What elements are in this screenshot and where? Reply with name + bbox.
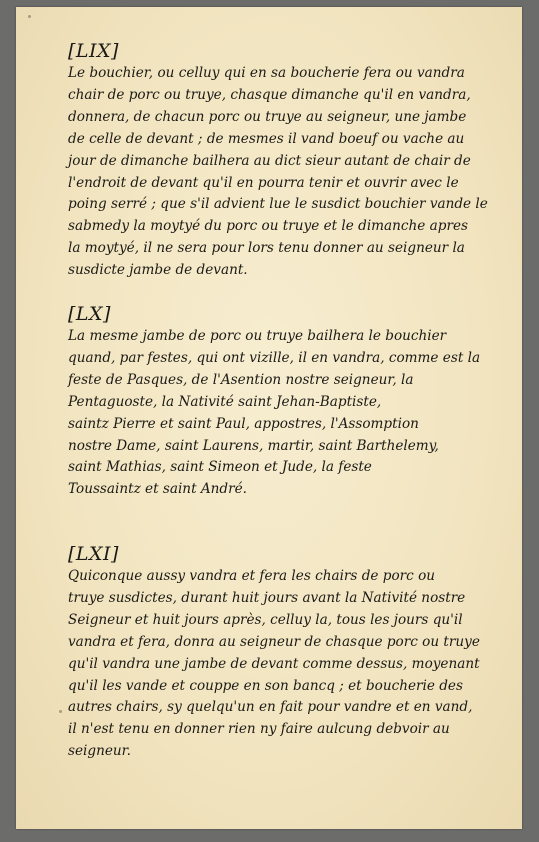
article-lxi — [68, 543, 480, 763]
text-line: vandra et fera, donra au seigneur de chasque porc ou truye — [68, 633, 480, 650]
text-line: de celle de devant ; de mesmes il vand boeuf ou vache au — [68, 130, 465, 147]
text-line: Seigneur et huit jours après, celluy la, tous les jours qu'il — [68, 611, 463, 628]
text-line: donnera, de chacun porc ou truye au seigneur, une jambe — [68, 108, 467, 125]
text-line: sabmedy la moytyé du porc ou truye et le dimanche apres — [68, 218, 468, 235]
text-line: quand, par festes, qui ont vizille, il en vandra, comme est la — [68, 349, 481, 366]
text-line: poing serré ; que s'il advient lue le susdict bouchier vande le — [68, 196, 488, 213]
text-line: qu'il les vande et couppe en son bancq ; et boucherie des — [68, 677, 463, 694]
text-line: nostre Dame, saint Laurens, martir, saint Barthelemy, — [68, 437, 439, 454]
text-line: Toussaintz et saint André. — [68, 481, 247, 498]
text-line: Le bouchier, ou celluy qui en sa boucherie fera ou vandra — [68, 65, 465, 81]
text-line: Pentaguoste, la Nativité saint Jehan-Baptiste, — [68, 393, 382, 410]
text-line: jour de dimanche bailhera au dict sieur autant de chair de — [68, 152, 471, 169]
paper-speck — [28, 15, 31, 18]
document-page — [16, 7, 522, 829]
text-line: qu'il vandra une jambe de devant comme dessus, moyenant — [68, 655, 480, 672]
article-text — [68, 566, 480, 763]
article-heading: [LIX] — [68, 40, 119, 62]
article-lx — [68, 303, 481, 501]
text-line: la moytyé, il ne sera pour lors tenu donner au seigneur la — [68, 240, 465, 257]
text-line: l'endroit de devant qu'il en pourra tenir et ouvrir avec le — [68, 174, 459, 191]
article-heading: [LX] — [68, 303, 111, 325]
paper-speck — [59, 710, 62, 713]
text-line: feste de Pasques, de l'Asention nostre seigneur, la — [68, 371, 414, 388]
text-line: il n'est tenu en donner rien ny faire aulcung debvoir au — [68, 721, 450, 738]
article-lix — [68, 40, 488, 282]
text-line: chair de porc ou truye, chasque dimanche qu'il en vandra, — [68, 86, 471, 103]
text-line: autres chairs, sy quelqu'un en fait pour vandre et en vand, — [68, 699, 473, 716]
text-line: seigneur. — [68, 743, 131, 760]
text-line: susdicte jambe de devant. — [68, 262, 248, 279]
article-text — [68, 63, 488, 282]
text-line: Quiconque aussy vandra et fera les chairs de porc ou — [68, 568, 436, 584]
text-line: truye susdictes, durant huit jours avant la Nativité nostre — [68, 589, 466, 606]
article-text — [68, 326, 481, 501]
article-heading: [LXI] — [68, 543, 119, 565]
text-line: La mesme jambe de porc ou truye bailhera le bouchier — [68, 328, 447, 344]
text-line: saintz Pierre et saint Paul, appostres, l'Assomption — [68, 415, 419, 432]
text-line: saint Mathias, saint Simeon et Jude, la feste — [68, 459, 372, 476]
